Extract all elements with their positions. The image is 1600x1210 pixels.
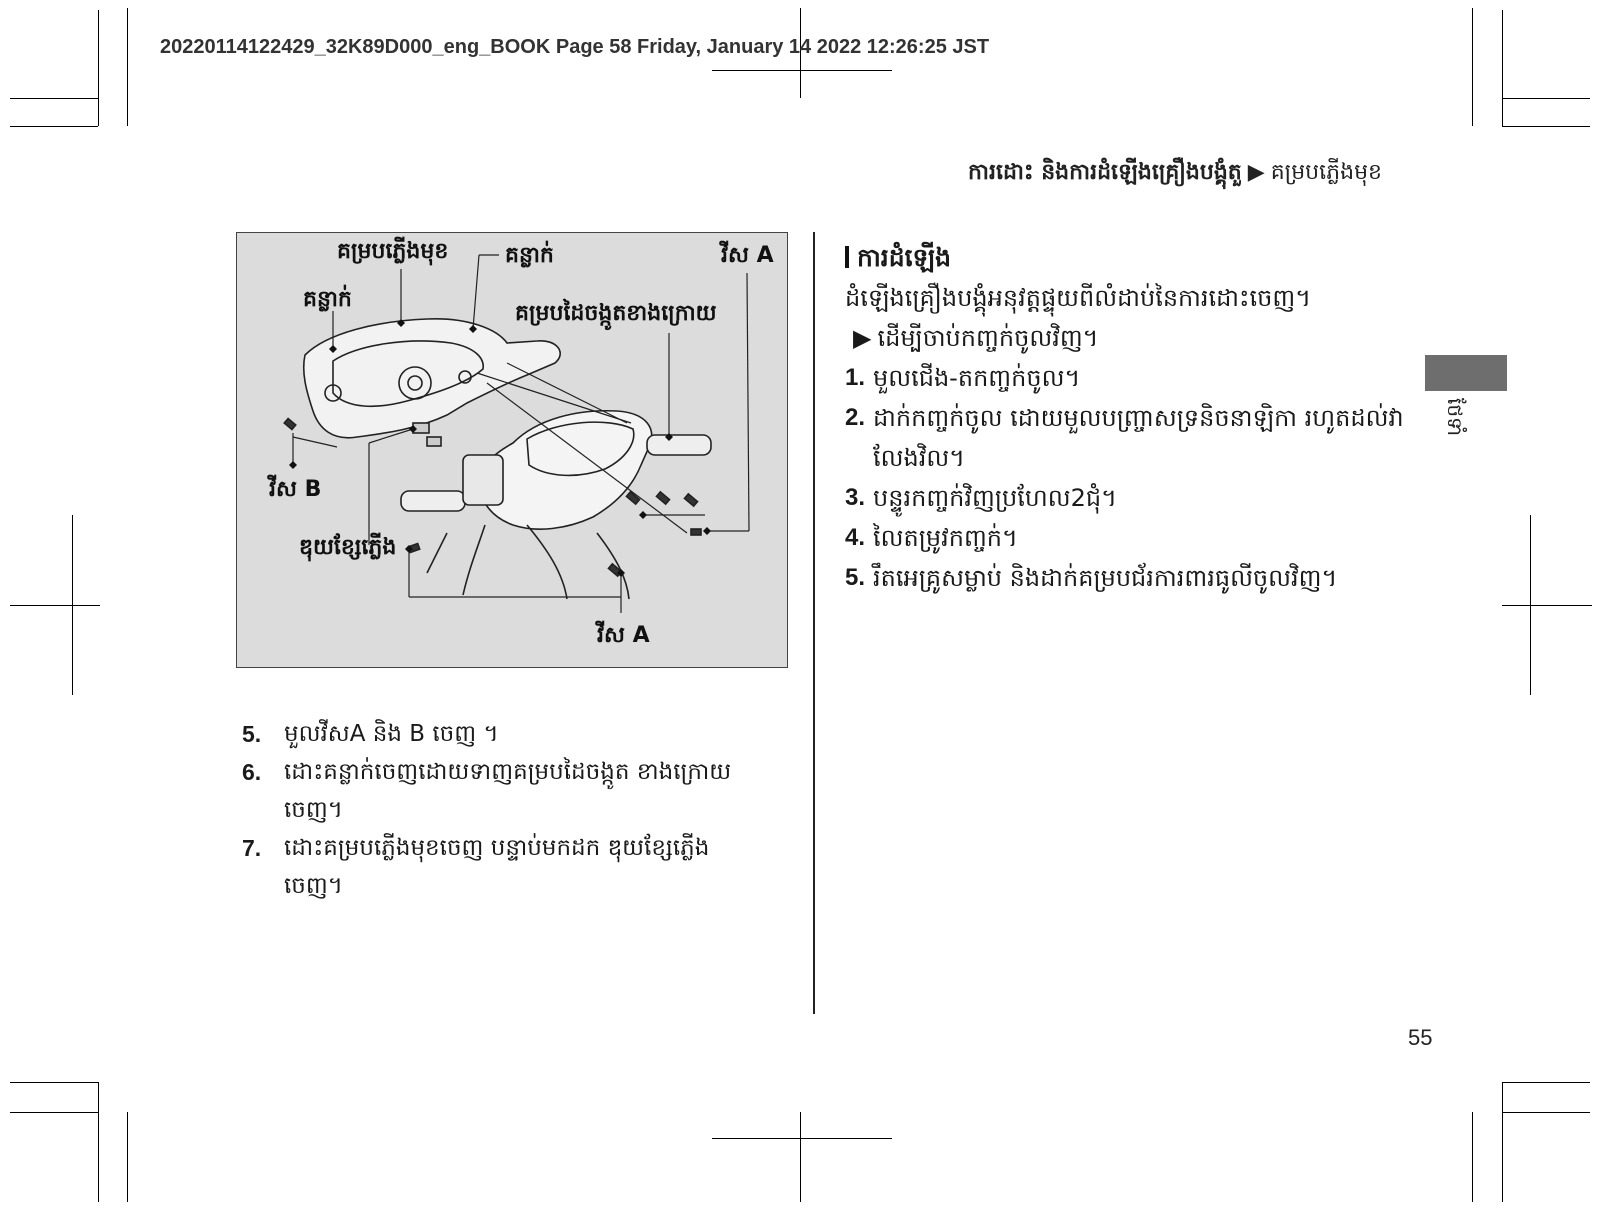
label-tab-left: គន្លាក់	[303, 287, 352, 312]
crop-mark	[10, 1082, 98, 1083]
section-bar-icon	[845, 246, 849, 268]
crop-mark	[127, 8, 128, 126]
crop-mark	[1502, 1082, 1590, 1083]
label-tab-top: គន្លាក់	[505, 243, 554, 268]
intro-text: ដំឡើងគ្រឿងបង្គុំអនុវត្តផ្ទុយពីលំដាប់នៃការដោះចេញ។	[845, 284, 1312, 312]
breadcrumb	[968, 158, 1382, 190]
list-item: 4. លៃតម្រូវកញ្ចក់។	[845, 524, 1018, 552]
list-item: 2. ដាក់កញ្ចក់ចូល ដោយមួលបញ្ច្រាសទ្រនិចនាឡិកា រហូតដល់វាលែងវិល។	[845, 404, 1404, 472]
label-screw-a-top: វីស A	[721, 243, 774, 268]
crop-mark	[10, 98, 98, 99]
removal-steps	[242, 715, 742, 905]
crop-mark	[10, 605, 100, 606]
crop-mark	[1502, 1082, 1503, 1202]
list-item: 5. មួលវីសA និង B ចេញ ។	[242, 721, 499, 747]
list-item: 5. រឹតអេគ្រូសម្លាប់ និងដាក់គម្របជ័រការពារធូលីចូលវិញ។	[845, 564, 1338, 592]
crop-mark	[1502, 10, 1503, 126]
chapter-tab	[1425, 355, 1507, 391]
breadcrumb-arrow-icon: ▶	[1247, 160, 1265, 185]
crop-mark	[98, 10, 99, 126]
installation-section	[845, 238, 1425, 598]
crop-mark	[1502, 126, 1590, 127]
breadcrumb-page: គម្របភ្លើងមុខ	[1270, 160, 1382, 185]
crop-mark	[712, 1138, 892, 1139]
label-screw-a-bottom: វីស A	[597, 623, 650, 648]
list-item: 1. មួលជើង-តកញ្ចក់ចូល។	[845, 364, 1081, 392]
list-item: 7. ដោះគម្របភ្លើងមុខចេញ បន្ទាប់មកដក ឌុយខ្សែភ្លើងចេញ។	[242, 835, 710, 899]
figure-front-cover-removal	[236, 232, 788, 668]
crop-mark	[10, 1112, 98, 1113]
print-header: 20220114122429_32K89D000_eng_BOOK Page 58 Friday, January 14 2022 12:26:25 JST	[160, 36, 990, 58]
triangle-arrow-icon: ▶	[853, 324, 872, 352]
crop-mark	[1502, 1112, 1590, 1113]
label-rear-cover: គម្របដៃចង្កូតខាងក្រោយ	[515, 301, 717, 326]
page-number: 55	[1408, 1025, 1433, 1050]
list-item: 6. ដោះគន្លាក់ចេញដោយទាញគម្របដៃចង្កូត ខាងក្រោយចេញ។	[242, 759, 732, 823]
crop-mark	[1472, 1112, 1473, 1202]
crop-mark	[98, 1082, 99, 1202]
crop-mark	[10, 126, 98, 127]
crop-mark	[1502, 98, 1590, 99]
crop-mark	[1472, 8, 1473, 126]
crop-mark	[127, 1112, 128, 1202]
breadcrumb-section: ការដោះ និងការដំឡើងគ្រឿងបង្គុំតួ	[968, 160, 1242, 185]
crop-mark	[712, 70, 892, 71]
chapter-tab-label: ថែទាំ	[1443, 398, 1467, 437]
label-front-cover: គម្របភ្លើងមុខ	[337, 239, 449, 264]
crop-mark	[800, 1112, 801, 1202]
crop-mark	[1502, 605, 1592, 606]
note: ▶ ដើម្បីចាប់កញ្ចក់ចូលវិញ។	[853, 324, 1099, 352]
column-divider	[813, 232, 815, 1014]
list-item: 3. បន្ទូរកញ្ចក់វិញប្រហែល2ជុំ។	[845, 484, 1117, 512]
label-connector: ឌុយខ្សែភ្លើង	[299, 535, 397, 560]
label-screw-b: វីស B	[269, 477, 322, 502]
section-title: ការដំឡើង	[845, 238, 1425, 278]
